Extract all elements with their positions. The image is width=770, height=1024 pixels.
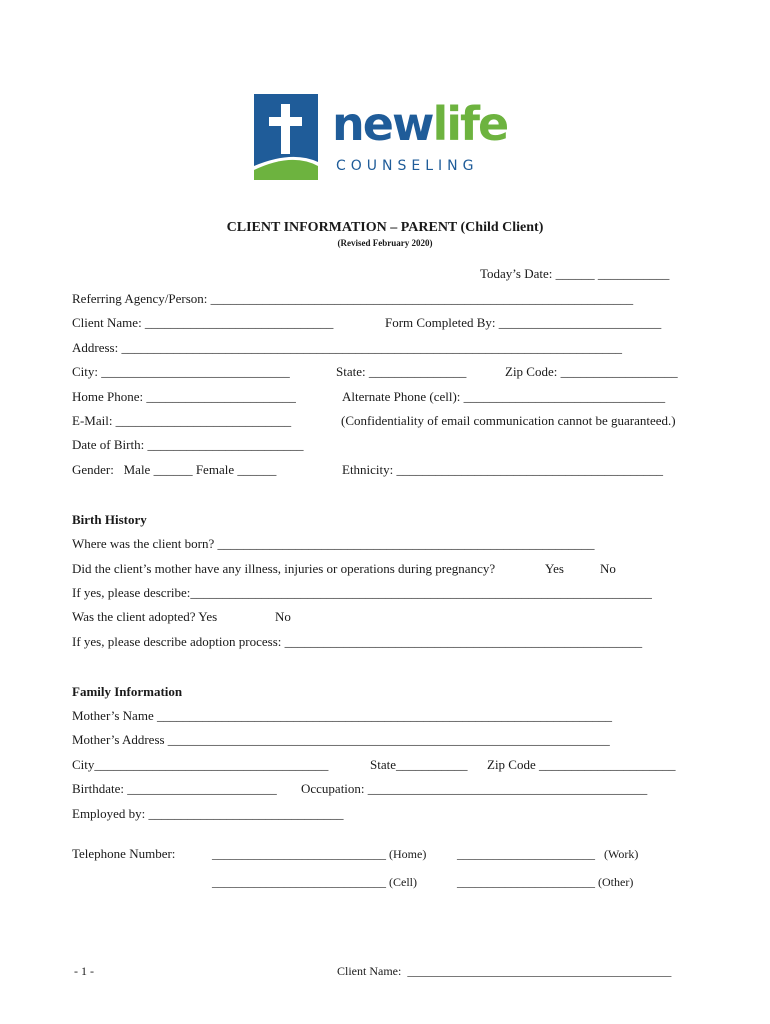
work-phone-line[interactable]: _______________________ (Work): [457, 847, 639, 861]
email-field[interactable]: E-Mail: ___________________________: [72, 413, 292, 428]
birth-history-heading: Birth History: [72, 512, 147, 527]
occupation-field[interactable]: Occupation: ___________________________________________: [301, 781, 648, 796]
other-phone-line[interactable]: _______________________ (Other): [457, 875, 634, 889]
birthdate-field[interactable]: Birthdate: _______________________: [72, 781, 277, 796]
adoption-process-field[interactable]: If yes, please describe adoption process: _______________________________________________________: [72, 634, 643, 649]
home-phone-field[interactable]: Home Phone: _______________________: [72, 389, 296, 404]
family-information-heading: Family Information: [72, 684, 183, 699]
mother-illness-question: Did the client’s mother have any illness, injuries or operations during pregnancy?: [72, 561, 496, 576]
newlife-counseling-logo: [252, 92, 522, 184]
adopted-question-yes-option[interactable]: Was the client adopted? Yes: [72, 609, 218, 624]
zip-code-field[interactable]: Zip Code: __________________: [505, 364, 678, 379]
employed-by-field[interactable]: Employed by: ______________________________: [72, 806, 344, 821]
address-field[interactable]: Address: _____________________________________________________________________________: [72, 340, 622, 355]
state-field[interactable]: State: _______________: [336, 364, 467, 379]
form-completed-by-field[interactable]: Form Completed By: _________________________: [385, 315, 662, 330]
ethnicity-field[interactable]: Ethnicity: _________________________________________: [342, 462, 664, 477]
referring-agency-field[interactable]: Referring Agency/Person: _________________________________________________________________: [72, 291, 634, 306]
footer-client-name-field[interactable]: Client Name: ____________________________________________: [337, 964, 672, 978]
telephone-number-label: Telephone Number:: [72, 846, 176, 861]
birthplace-field[interactable]: Where was the client born? __________________________________________________________: [72, 536, 595, 551]
city-field[interactable]: City: _____________________________: [72, 364, 290, 379]
mother-state-field[interactable]: State___________: [370, 757, 468, 772]
todays-date-field[interactable]: Today’s Date: ______ ___________: [480, 266, 670, 281]
alternate-phone-field[interactable]: Alternate Phone (cell): _______________________________: [342, 389, 666, 404]
email-confidentiality-note: (Confidentiality of email communication cannot be guaranteed.): [341, 413, 676, 428]
logo-brand-text: newlife: [332, 97, 508, 151]
form-title: CLIENT INFORMATION – PARENT (Child Client): [226, 220, 544, 235]
illness-describe-field[interactable]: If yes, please describe:_______________________________________________________________________: [72, 585, 652, 600]
client-name-field[interactable]: Client Name: _____________________________: [72, 315, 334, 330]
mother-illness-no-option[interactable]: No: [600, 561, 616, 576]
mother-illness-yes-option[interactable]: Yes: [545, 561, 564, 576]
mothers-name-field[interactable]: Mother’s Name ______________________________________________________________________: [72, 708, 612, 723]
adopted-no-option[interactable]: No: [275, 609, 291, 624]
mother-city-field[interactable]: City____________________________________: [72, 757, 329, 772]
mother-zip-field[interactable]: Zip Code _____________________: [487, 757, 676, 772]
page-number: - 1 -: [74, 964, 94, 978]
revision-date: (Revised February 2020): [337, 238, 433, 248]
cell-phone-line[interactable]: _____________________________ (Cell): [212, 875, 417, 889]
date-of-birth-field[interactable]: Date of Birth: ________________________: [72, 437, 304, 452]
gender-field[interactable]: Gender: Male ______ Female ______: [72, 462, 277, 477]
mothers-address-field[interactable]: Mother’s Address ____________________________________________________________________: [72, 732, 610, 747]
logo-tagline: COUNSELING: [336, 158, 479, 174]
home-phone-line[interactable]: _____________________________ (Home): [212, 847, 427, 861]
